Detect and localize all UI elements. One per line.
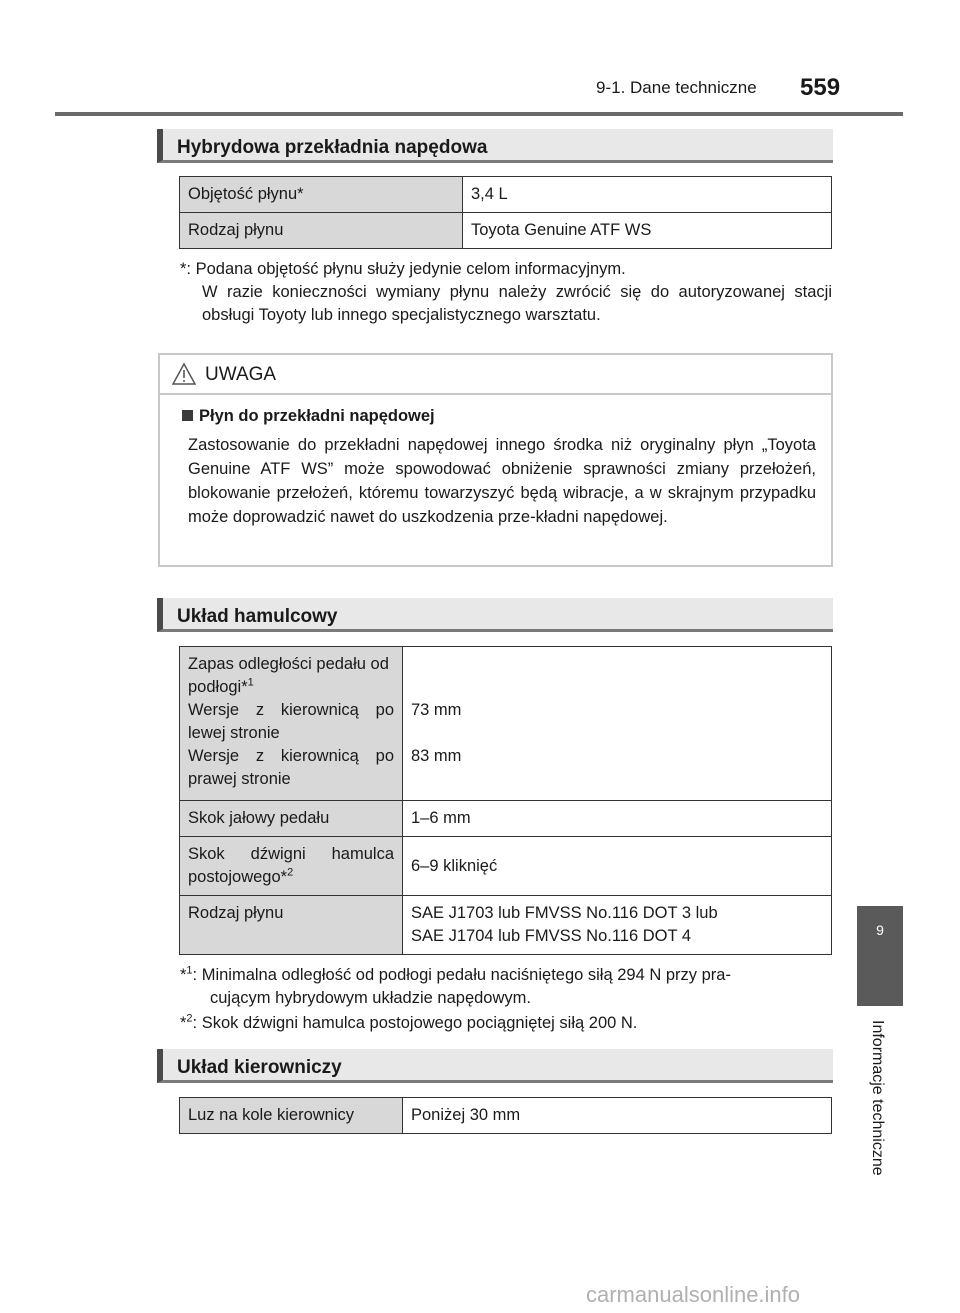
spec-value (403, 647, 832, 801)
brakes-footnote-2 (180, 1012, 832, 1035)
footnote-text: : Minimalna odległość od podłogi pedału naciśniętego siłą 294 N przy pra- (192, 966, 731, 984)
footnote-number: 1 (186, 964, 193, 977)
spec-value (403, 896, 832, 955)
rhd-value: 83 mm (411, 747, 462, 765)
section-heading-steering: Układ kierowniczy (157, 1049, 833, 1083)
footnote-line: Podana objętość płynu służy jedynie celom informacyjnym. (195, 260, 626, 278)
footnote-mark: * (180, 1014, 187, 1032)
spec-value: 1–6 mm (403, 801, 832, 837)
page-number: 559 (800, 74, 841, 101)
table-row (180, 647, 832, 801)
spec-value: 6–9 kliknięć (403, 837, 832, 896)
watermark: carmanualsonline.info (586, 1282, 801, 1307)
table-row (180, 801, 832, 837)
spec-key: Skok jałowy pedału (180, 801, 403, 837)
warning-header (160, 355, 831, 395)
table-row (180, 837, 832, 896)
section-heading-brakes: Układ hamulcowy (157, 598, 833, 632)
rhd-label: Wersje z kierownicą po prawej stronie (188, 747, 394, 788)
warning-title: UWAGA (205, 364, 277, 385)
brakes-footnote-1 (180, 964, 832, 1010)
table-row (180, 177, 832, 213)
running-header: 9-1. Dane techniczne (596, 78, 757, 97)
chapter-title: Informacje techniczne (869, 1020, 886, 1176)
warning-subtitle (182, 407, 435, 426)
spec-key: Luz na kole kierownicy (180, 1098, 403, 1134)
spec-key (180, 837, 403, 896)
footnote-ref: 2 (287, 866, 294, 879)
footnote-text: : Skok dźwigni hamulca postojowego pociągniętej siłą 200 N. (192, 1014, 638, 1032)
chapter-tab-number: 9 (876, 922, 884, 938)
footnote-ref: 1 (247, 676, 254, 689)
footnote-number: 2 (186, 1012, 193, 1025)
fluid-value-line: SAE J1703 lub FMVSS No.116 DOT 3 lub (411, 904, 718, 922)
warning-text: Zastosowanie do przekładni napędowej innego środka niż oryginalny płyn „Toyota Genuine ATF WS” może spowodować obniżenie sprawności zmiany przełożeń, blokowanie przełożeń, któremu towarzyszyć będą wibracje, a w skrajnym przypadku może doprowadzić nawet do uszkodzenia prze-kładni napędowej. (188, 436, 816, 526)
spec-key (180, 647, 403, 801)
warning-triangle-icon (172, 363, 196, 385)
section-heading-transmission: Hybrydowa przekładnia napędowa (157, 129, 833, 163)
steering-spec-table (179, 1097, 832, 1134)
lever-label: Skok dźwigni hamulca postojowego* (188, 845, 394, 886)
lhd-label: Wersje z kierownicą po lewej stronie (188, 701, 394, 742)
transmission-spec-table (179, 176, 832, 249)
spec-value: Poniżej 30 mm (403, 1098, 832, 1134)
footnote-continuation: W razie konieczności wymiany płynu należy zwrócić się do autoryzowanej stacji obsługi Toyoty lub innego specjalistycznego warsztatu. (202, 283, 832, 324)
table-row (180, 896, 832, 955)
brakes-spec-table (179, 646, 832, 955)
spec-value: Toyota Genuine ATF WS (463, 213, 832, 249)
fluid-value-line: SAE J1704 lub FMVSS No.116 DOT 4 (411, 927, 692, 945)
table-row (180, 1098, 832, 1134)
spec-key: Rodzaj płynu (180, 896, 403, 955)
transmission-footnote (180, 258, 832, 327)
spec-key: Rodzaj płynu (180, 213, 463, 249)
footnote-continuation: cującym hybrydowym układzie napędowym. (210, 989, 531, 1007)
warning-subtitle-text: Płyn do przekładni napędowej (199, 407, 435, 425)
footnote-mark: * (180, 966, 187, 984)
square-bullet-icon (182, 410, 193, 421)
header-divider (55, 112, 903, 116)
pedal-reserve-label: Zapas odległości pedału od podłogi* (188, 655, 389, 696)
chapter-tab (857, 906, 903, 1006)
warning-box (158, 353, 833, 567)
lhd-value: 73 mm (411, 701, 462, 719)
table-row (180, 213, 832, 249)
footnote-mark: *: (180, 260, 192, 278)
spec-value: 3,4 L (463, 177, 832, 213)
spec-key: Objętość płynu* (180, 177, 463, 213)
